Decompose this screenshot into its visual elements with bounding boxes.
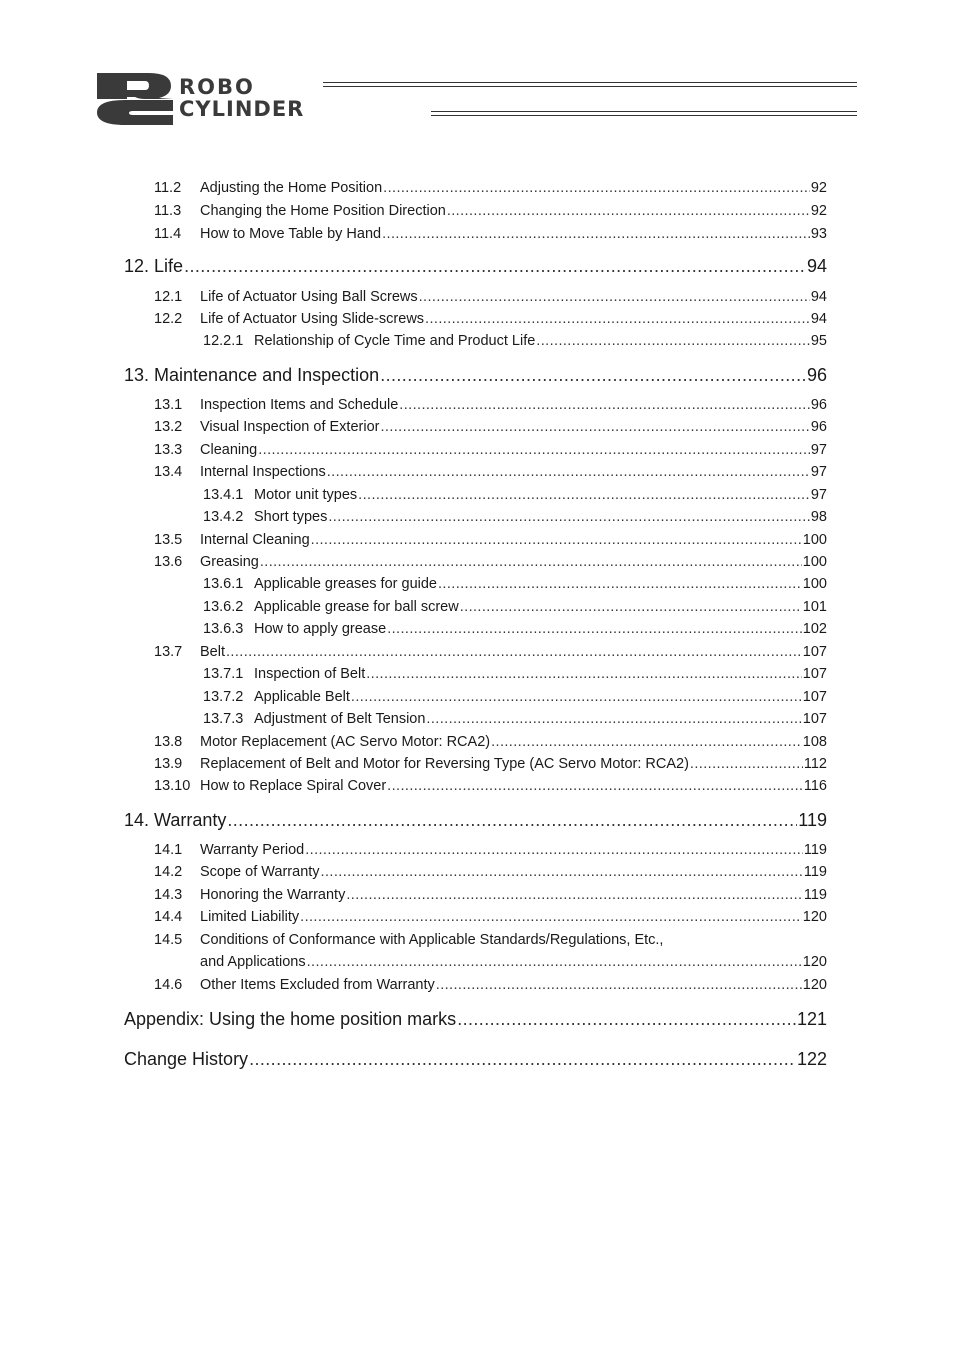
section-number: 14.6: [154, 977, 183, 993]
section-title: Conditions of Conformance with Applicable Standards/Regulations, Etc.,: [200, 932, 664, 948]
section-number: 12.2.1: [203, 333, 244, 349]
page-number: 97: [810, 487, 827, 503]
toc-entry-13-6[interactable]: [154, 554, 827, 570]
section-title: Motor unit types: [254, 487, 358, 503]
section-number: 14.3: [154, 887, 183, 903]
section-number: 13.3: [154, 442, 183, 458]
section-title: Internal Cleaning: [200, 532, 310, 548]
page-number: 95: [810, 333, 827, 349]
dot-leader: [307, 954, 802, 970]
dot-leader: [184, 256, 806, 277]
chapter-title: Appendix: Using the home position marks: [124, 1009, 457, 1029]
dot-leader: [328, 509, 810, 525]
chapter-title: Change History: [124, 1049, 249, 1069]
page-number: 119: [803, 887, 827, 903]
page-number: 121: [796, 1009, 827, 1029]
section-title: Inspection Items and Schedule: [200, 397, 399, 413]
page-number: 108: [802, 734, 827, 750]
toc-chapter-14[interactable]: [124, 810, 827, 831]
page-number: 120: [802, 909, 827, 925]
toc-entry-13-8[interactable]: [154, 734, 827, 750]
toc-entry-12-2-1[interactable]: [203, 333, 827, 349]
section-title: Applicable greases for guide: [254, 576, 437, 592]
dot-leader: [425, 311, 810, 327]
dot-leader: [387, 778, 803, 794]
toc-entry-14-5-continued[interactable]: [200, 954, 827, 970]
page-number: 96: [810, 419, 827, 435]
section-title: Inspection of Belt: [254, 666, 366, 682]
section-number: 14.5: [154, 932, 183, 948]
toc-entry-13-7-2[interactable]: [203, 689, 827, 705]
toc-change-history[interactable]: [124, 1049, 827, 1070]
toc-entry-14-1[interactable]: [154, 842, 827, 858]
section-number: 13.6.1: [203, 576, 244, 592]
page-number: 92: [810, 180, 827, 196]
section-title: Life of Actuator Using Slide-screws: [200, 311, 425, 327]
toc-entry-13-1[interactable]: [154, 397, 827, 413]
toc-entry-14-5[interactable]: [154, 932, 663, 948]
section-number: 12.1: [154, 289, 183, 305]
page-number: 92: [810, 203, 827, 219]
section-title: Honoring the Warranty: [200, 887, 346, 903]
dot-leader: [300, 909, 802, 925]
page-number: 116: [803, 778, 827, 794]
toc-chapter-13[interactable]: [124, 365, 827, 386]
section-title: How to Move Table by Hand: [200, 226, 382, 242]
dot-leader: [387, 621, 802, 637]
robo-cylinder-logo: [97, 73, 857, 125]
dot-leader: [380, 365, 806, 386]
toc-chapter-12[interactable]: [124, 256, 827, 277]
section-number: 13.7.1: [203, 666, 244, 682]
section-title: Relationship of Cycle Time and Product Life: [254, 333, 536, 349]
section-number: 13.7.3: [203, 711, 244, 727]
page-number: 120: [802, 977, 827, 993]
page-number: 93: [810, 226, 827, 242]
page-number: 120: [802, 954, 827, 970]
section-number: 11.3: [154, 203, 182, 219]
toc-entry-13-4-2[interactable]: [203, 509, 827, 525]
section-number: 13.10: [154, 778, 191, 794]
dot-leader: [399, 397, 810, 413]
section-title: How to Replace Spiral Cover: [200, 778, 387, 794]
section-number: 13.8: [154, 734, 183, 750]
section-number: 13.6.2: [203, 599, 244, 615]
toc-entry-13-6-3[interactable]: [203, 621, 827, 637]
page-number: 107: [802, 711, 827, 727]
chapter-number: 12.: [124, 256, 150, 276]
section-number: 13.6.3: [203, 621, 244, 637]
section-title: Greasing: [200, 554, 259, 570]
section-title: Motor Replacement (AC Servo Motor: RCA2): [200, 734, 491, 750]
header-rule: [323, 82, 857, 83]
toc-entry-14-3[interactable]: [154, 887, 827, 903]
page-number: 107: [802, 666, 827, 682]
toc-entry-13-10[interactable]: [154, 778, 827, 794]
section-title: Other Items Excluded from Warranty: [200, 977, 435, 993]
section-number: 13.2: [154, 419, 183, 435]
dot-leader: [383, 180, 810, 196]
dot-leader: [419, 289, 810, 305]
dot-leader: [426, 711, 801, 727]
logo-text-cylinder: CYLINDER: [179, 97, 305, 121]
section-title: Internal Inspections: [200, 464, 326, 480]
dot-leader: [249, 1049, 796, 1070]
section-number: 13.7.2: [203, 689, 244, 705]
chapter-number: 13.: [124, 365, 150, 385]
section-number: 12.2: [154, 311, 183, 327]
toc-appendix[interactable]: [124, 1009, 827, 1030]
dot-leader: [460, 599, 802, 615]
section-title: Changing the Home Position Direction: [200, 203, 446, 219]
dot-leader: [358, 487, 810, 503]
page-number: 112: [803, 756, 827, 772]
section-title: Cleaning: [200, 442, 258, 458]
page-number: 97: [810, 464, 827, 480]
dot-leader: [260, 554, 802, 570]
section-number: 14.1: [154, 842, 183, 858]
dot-leader: [227, 810, 797, 831]
page-number: 94: [810, 311, 827, 327]
toc-entry-13-7-1[interactable]: [203, 666, 827, 682]
section-title: Adjustment of Belt Tension: [254, 711, 426, 727]
page-number: 97: [810, 442, 827, 458]
section-number: 13.1: [154, 397, 183, 413]
page-number: 107: [802, 689, 827, 705]
dot-leader: [491, 734, 802, 750]
chapter-title: Maintenance and Inspection: [154, 365, 380, 385]
toc-entry-14-4[interactable]: [154, 909, 827, 925]
page-number: 94: [806, 256, 827, 276]
dot-leader: [366, 666, 802, 682]
header-rule: [431, 111, 857, 112]
page-number: 94: [810, 289, 827, 305]
toc-entry-11-2[interactable]: [154, 180, 827, 196]
toc-entry-13-6-1[interactable]: [203, 576, 827, 592]
header-rule: [431, 115, 857, 116]
toc-entry-13-2[interactable]: [154, 419, 827, 435]
section-number: 13.4.2: [203, 509, 244, 525]
dot-leader: [351, 689, 802, 705]
toc-entry-13-7[interactable]: [154, 644, 827, 660]
section-number: 13.5: [154, 532, 183, 548]
section-number: 13.6: [154, 554, 183, 570]
toc-entry-13-3[interactable]: [154, 442, 827, 458]
dot-leader: [258, 442, 810, 458]
toc-entry-11-3[interactable]: [154, 203, 827, 219]
dot-leader: [226, 644, 802, 660]
page-number: 100: [802, 576, 827, 592]
section-title: Applicable Belt: [254, 689, 350, 705]
section-title: Belt: [200, 644, 225, 660]
section-title: Visual Inspection of Exterior: [200, 419, 380, 435]
dot-leader: [536, 333, 810, 349]
section-title: Replacement of Belt and Motor for Reversing Type (AC Servo Motor: RCA2): [200, 756, 689, 772]
dot-leader: [321, 864, 803, 880]
chapter-number: 14.: [124, 810, 150, 830]
dot-leader: [382, 226, 810, 242]
section-number: 14.4: [154, 909, 183, 925]
section-number: 13.7: [154, 644, 183, 660]
section-title: Warranty Period: [200, 842, 305, 858]
section-number: 13.4: [154, 464, 183, 480]
page-number: 102: [802, 621, 827, 637]
section-title: Scope of Warranty: [200, 864, 320, 880]
toc-entry-13-7-3[interactable]: [203, 711, 827, 727]
section-title: How to apply grease: [254, 621, 387, 637]
toc-entry-12-2[interactable]: [154, 311, 827, 327]
section-title: Adjusting the Home Position: [200, 180, 383, 196]
page-number: 98: [810, 509, 827, 525]
section-number: 11.2: [154, 180, 182, 196]
rc-logo-icon: [97, 73, 173, 125]
section-title: Limited Liability: [200, 909, 300, 925]
dot-leader: [436, 977, 802, 993]
dot-leader: [447, 203, 810, 219]
dot-leader: [311, 532, 802, 548]
section-number: 13.9: [154, 756, 183, 772]
section-number: 14.2: [154, 864, 183, 880]
section-title-continued: and Applications: [200, 954, 306, 970]
chapter-title: Warranty: [154, 810, 227, 830]
chapter-title: Life: [154, 256, 184, 276]
dot-leader: [690, 756, 803, 772]
toc-entry-11-4[interactable]: [154, 226, 827, 242]
dot-leader: [438, 576, 802, 592]
dot-leader: [380, 419, 809, 435]
page-number: 119: [803, 842, 827, 858]
toc-entry-14-6[interactable]: [154, 977, 827, 993]
section-number: 13.4.1: [203, 487, 244, 503]
page-number: 96: [810, 397, 827, 413]
section-title: Life of Actuator Using Ball Screws: [200, 289, 418, 305]
header-rule: [323, 86, 857, 87]
toc-entry-13-4-1[interactable]: [203, 487, 827, 503]
dot-leader: [346, 887, 803, 903]
dot-leader: [457, 1009, 796, 1030]
toc-entry-13-4[interactable]: [154, 464, 827, 480]
toc-entry-13-5[interactable]: [154, 532, 827, 548]
page-number: 107: [802, 644, 827, 660]
section-title: Short types: [254, 509, 328, 525]
page-number: 101: [802, 599, 827, 615]
page-number: 119: [798, 810, 827, 830]
toc-entry-14-2[interactable]: [154, 864, 827, 880]
dot-leader: [327, 464, 810, 480]
toc-entry-13-9[interactable]: [154, 756, 827, 772]
page-number: 119: [803, 864, 827, 880]
page-number: 100: [802, 532, 827, 548]
dot-leader: [305, 842, 803, 858]
toc-entry-12-1[interactable]: [154, 289, 827, 305]
page-number: 96: [806, 365, 827, 385]
page-number: 122: [796, 1049, 827, 1069]
logo-text-robo: ROBO: [179, 75, 255, 99]
toc-entry-13-6-2[interactable]: [203, 599, 827, 615]
page-number: 100: [802, 554, 827, 570]
section-number: 11.4: [154, 226, 182, 242]
section-title: Applicable grease for ball screw: [254, 599, 459, 615]
